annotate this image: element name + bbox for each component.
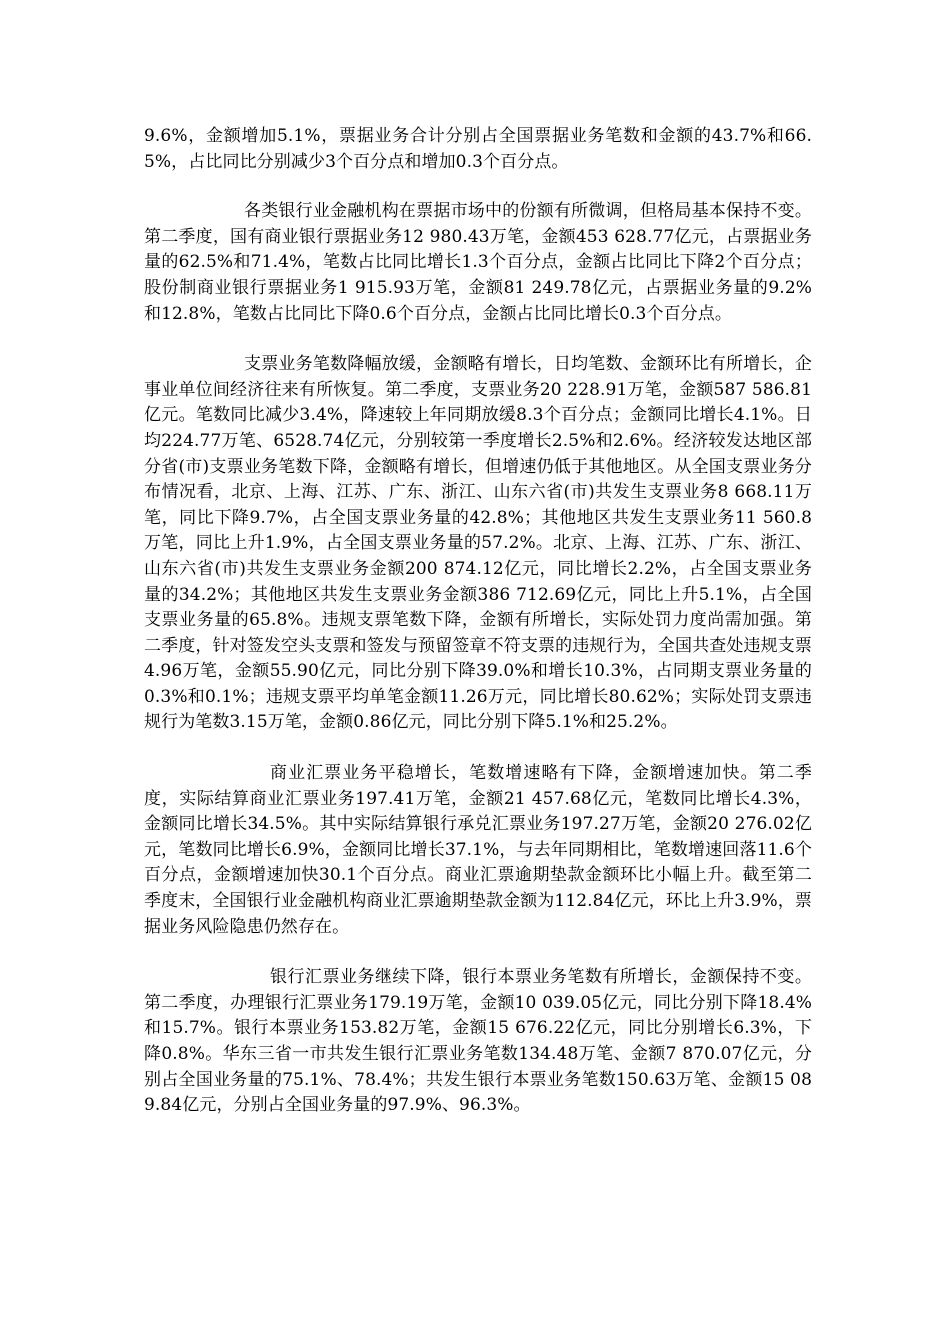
paragraph-bank-draft: 银行汇票业务继续下降，银行本票业务笔数有所增长，金额保持不变。第二季度，办理银行汇票业务179.19万笔，金额10 039.05亿元，同比分别下降18.4%和15.7%。银行本票业务153.82万笔，金额15 676.22亿元，同比分别增长6.3%，下降0.8%。华东三省一市共发生银行汇票业务笔数134.48万笔、金额7 870.07亿元，分别占全国业务量的75.1%、78.4%；共发生银行本票业务笔数150.63万笔、金额15 089.84亿元，分别占全国业务量的97.9%、96.3%。 xyxy=(144,967,812,1116)
paragraph-cheque-business: 支票业务笔数降幅放缓，金额略有增长，日均笔数、金额环比有所增长，企事业单位间经济往来有所恢复。第二季度，支票业务20 228.91万笔，金额587 586.81亿元。笔数同比减少3.4%，降速较上年同期放缓8.3个百分点；金额同比增长4.1%。日均224.77万笔、6528.74亿元，分别较第一季度增长2.5%和2.6%。经济较发达地区部分省(市)支票业务笔数下降，金额略有增长，但增速仍低于其他地区。从全国支票业务分布情况看，北京、上海、江苏、广东、浙江、山东六省(市)共发生支票业务8 668.11万笔，同比下降9.7%，占全国支票业务量的42.8%；其他地区共发生支票业务11 560.8万笔，同比上升1.9%，占全国支票业务量的57.2%。北京、上海、江苏、广东、浙江、山东六省(市)共发生支票业务金额200 874.12亿元，同比增长2.2%，占全国支票业务量的34.2%；其他地区共发生支票业务金额386 712.69亿元，同比上升5.1%，占全国支票业务量的65.8%。违规支票笔数下降，金额有所增长，实际处罚力度尚需加强。第二季度，针对签发空头支票和签发与预留签章不符支票的违规行为，全国共查处违规支票4.96万笔，金额55.90亿元，同比分别下降39.0%和增长10.3%，占同期支票业务量的0.3%和0.1%；违规支票平均单笔金额11.26万元，同比增长80.62%；实际处罚支票违规行为笔数3.15万笔，金额0.86亿元，同比分别下降5.1%和25.2%。 xyxy=(144,354,812,733)
paragraph-bill-share: 9.6%，金额增加5.1%，票据业务合计分别占全国票据业务笔数和金额的43.7%和66.5%，占比同比分别减少3个百分点和增加0.3个百分点。 xyxy=(144,126,812,172)
paragraph-commercial-draft: 商业汇票业务平稳增长，笔数增速略有下降，金额增速加快。第二季度，实际结算商业汇票业务197.41万笔，金额21 457.68亿元，笔数同比增长4.3%，金额同比增长34.5%。其中实际结算银行承兑汇票业务197.27万笔，金额20 276.02亿元，笔数同比增长6.9%，金额同比增长37.1%，与去年同期相比，笔数增速回落11.6个百分点，金额增速加快30.1个百分点。商业汇票逾期垫款金额环比小幅上升。截至第二季度末，全国银行业金融机构商业汇票逾期垫款金额为112.84亿元，环比上升3.9%，票据业务风险隐患仍然存在。 xyxy=(144,763,812,937)
document-body xyxy=(144,124,812,1144)
paragraph-bank-institutions: 各类银行业金融机构在票据市场中的份额有所微调，但格局基本保持不变。第二季度，国有商业银行票据业务12 980.43万笔，金额453 628.77亿元，占票据业务量的62.5%和71.4%，笔数占比同比增长1.3个百分点，金额占比同比下降2个百分点；股份制商业银行票据业务1 915.93万笔，金额81 249.78亿元，占票据业务量的9.2%和12.8%，笔数占比同比下降0.6个百分点，金额占比同比增长0.3个百分点。 xyxy=(144,201,812,324)
